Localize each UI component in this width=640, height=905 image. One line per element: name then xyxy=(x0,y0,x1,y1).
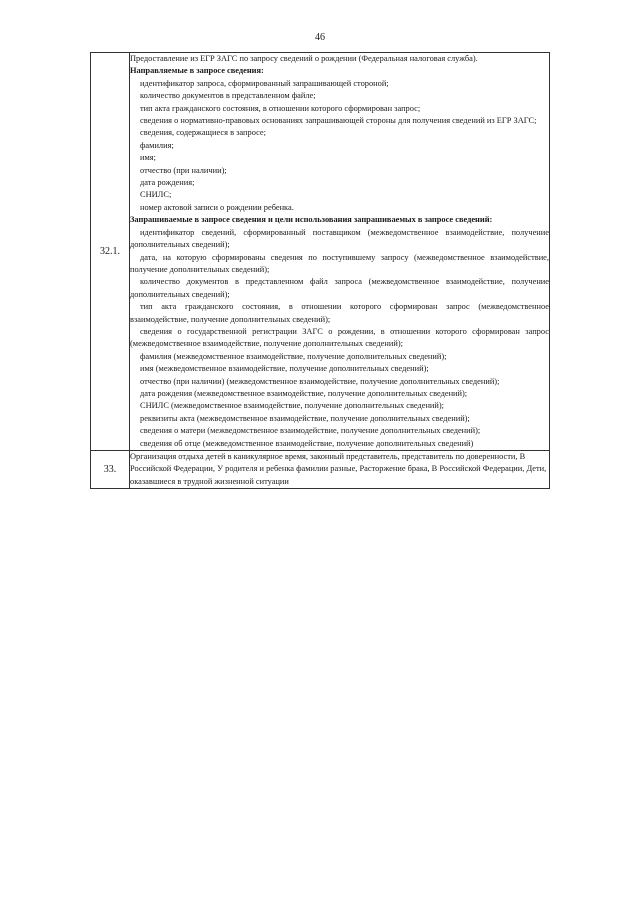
requested-heading: Запрашиваемые в запросе сведения и цели использования запрашиваемых в запросе сведений: xyxy=(130,215,493,225)
row-content xyxy=(130,53,550,451)
list-item: идентификатор запроса, сформированный запрашивающей стороной; xyxy=(140,78,389,88)
table-row-32-1 xyxy=(91,53,550,451)
row-content: Организация отдыха детей в каникулярное время, законный представитель, представитель по доверенности, В Российской Федерации, У родителя и ребенка фамилии разные, Расторжение брака, В Российской Федерации, Дети, оказавшиеся в трудной жизненной ситуации xyxy=(130,451,550,489)
list-item: фамилия (межведомственное взаимодействие, получение дополнительных сведений); xyxy=(140,351,447,361)
list-item: реквизиты акта (межведомственное взаимодействие, получение дополнительных сведений); xyxy=(140,413,470,423)
list-item: количество документов в представленном файл запроса (межведомственное взаимодействие, получение дополнительных сведений); xyxy=(130,277,549,299)
list-item: тип акта гражданского состояния, в отношении которого сформирован запрос; xyxy=(140,103,421,113)
page-number: 46 xyxy=(315,32,325,43)
row-number: 32.1. xyxy=(91,53,130,451)
list-item: дата, на которую сформированы сведения по поступившему запросу (межведомственное взаимодействие, получение дополнительных сведений); xyxy=(130,252,549,274)
list-item: сведения об отце (межведомственное взаимодействие, получение дополнительных сведений) xyxy=(140,438,474,448)
list-item: фамилия; xyxy=(140,140,174,150)
list-item: сведения о матери (межведомственное взаимодействие, получение дополнительных сведений); xyxy=(140,426,481,436)
list-item: СНИЛС (межведомственное взаимодействие, получение дополнительных сведений); xyxy=(140,401,445,411)
table-row-33 xyxy=(91,451,550,489)
list-item: дата рождения; xyxy=(140,178,195,188)
list-item: имя (межведомственное взаимодействие, получение дополнительных сведений); xyxy=(140,364,429,374)
list-item: имя; xyxy=(140,153,156,163)
requested-list xyxy=(130,227,549,450)
list-item: идентификатор сведений, сформированный поставщиком (межведомственное взаимодействие, получение дополнительных сведений); xyxy=(130,227,549,250)
list-item: отчество (при наличии); xyxy=(140,165,227,175)
list-item: сведения о нормативно-правовых основаниях запрашивающей стороны для получения сведений из ЕГР ЗАГС; xyxy=(140,116,537,126)
sent-list xyxy=(130,78,549,214)
services-table xyxy=(90,52,550,489)
list-item: СНИЛС; xyxy=(140,190,172,200)
list-item: сведения о государственной регистрации ЗАГС о рождении, в отношении которого сформирован запрос (межведомственное взаимодействие, получение дополнительных сведений); xyxy=(130,326,549,349)
list-item: тип акта гражданского состояния, в отношении которого сформирован запрос (межведомственное взаимодействие, получение дополнительных сведений); xyxy=(130,302,549,324)
list-item: сведения, содержащиеся в запросе; xyxy=(140,128,266,138)
service-intro: Предоставление из ЕГР ЗАГС по запросу сведений о рождении (Федеральная налоговая служба). xyxy=(130,54,478,63)
sent-heading: Направляемые в запросе сведения: xyxy=(130,66,264,76)
list-item: номер актовой записи о рождении ребенка. xyxy=(140,202,294,212)
list-item: количество документов в представленном файле; xyxy=(140,91,316,101)
row-number: 33. xyxy=(91,451,130,489)
list-item: дата рождения (межведомственное взаимодействие, получение дополнительных сведений); xyxy=(140,388,468,398)
list-item: отчество (при наличии) (межведомственное взаимодействие, получение дополнительных сведений); xyxy=(140,376,500,386)
